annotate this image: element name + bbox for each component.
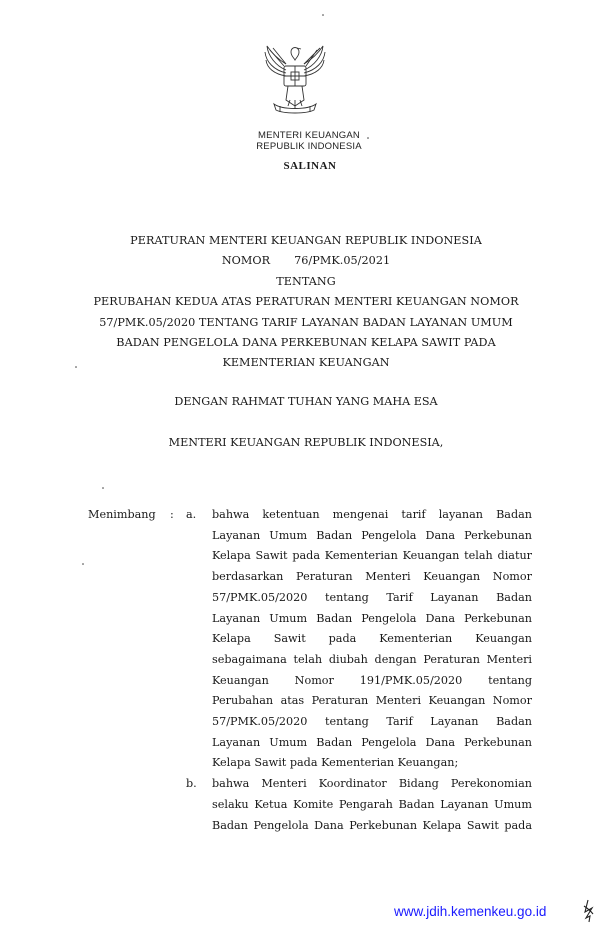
- nomor-value: 76/PMK.05/2021: [294, 254, 391, 268]
- scan-speck: [75, 366, 77, 368]
- subject-line: PERUBAHAN KEDUA ATAS PERATURAN MENTERI KEUANGAN NOMOR: [93, 295, 519, 309]
- republic-name: REPUBLIK INDONESIA: [256, 141, 362, 152]
- text-line: Kelapa Sawit pada Kementerian Keuangan telah diatur: [212, 549, 532, 563]
- scan-speck: [322, 14, 324, 16]
- ministry-letterhead: [0, 130, 612, 152]
- text-line: Perubahan atas Peraturan Menteri Keuangan Nomor: [212, 694, 532, 708]
- considerans-item-a: [88, 505, 532, 774]
- issuer-heading: MENTERI KEUANGAN REPUBLIK INDONESIA,: [168, 436, 444, 449]
- text-line: Kelapa Sawit pada Kementerian Keuangan;: [212, 756, 459, 770]
- text-line: selaku Ketua Komite Pengarah Badan Layanan Umum: [212, 797, 532, 811]
- subject-line: KEMENTERIAN KEUANGAN: [222, 356, 390, 370]
- nomor-label: NOMOR: [221, 254, 271, 268]
- text-line: Kelapa Sawit pada Kementerian Keuangan: [212, 632, 532, 646]
- text-line: Layanan Umum Badan Pengelola Dana Perkebunan: [212, 735, 532, 749]
- scan-speck: [367, 137, 369, 139]
- signature-icon: [580, 898, 596, 924]
- regulation-number: [0, 251, 612, 271]
- regulation-title: [0, 231, 612, 374]
- considerans-item-b: [88, 774, 532, 836]
- text-line: sebagaimana telah diubah dengan Peraturan Menteri: [212, 652, 532, 666]
- scan-speck: [82, 563, 84, 565]
- text-line: Layanan Umum Badan Pengelola Dana Perkebunan: [212, 611, 532, 625]
- text-line: Badan Pengelola Dana Perkebunan Kelapa Sawit pada: [212, 818, 532, 832]
- text-line: Layanan Umum Badan Pengelola Dana Perkebunan: [212, 528, 532, 542]
- ministry-name: MENTERI KEUANGAN: [258, 130, 360, 141]
- item-text: [212, 774, 532, 836]
- item-text: [212, 505, 532, 774]
- garuda-emblem-icon: [262, 40, 328, 124]
- scan-speck: [102, 487, 104, 489]
- tentang-label: TENTANG: [276, 274, 336, 288]
- item-letter: b.: [186, 777, 197, 791]
- subject-line: 57/PMK.05/2020 TENTANG TARIF LAYANAN BADAN LAYANAN UMUM: [99, 315, 513, 329]
- text-line: berdasarkan Peraturan Menteri Keuangan Nomor: [212, 570, 532, 584]
- menimbang-label: Menimbang: [88, 508, 156, 521]
- colon: :: [170, 508, 174, 521]
- menimbang-section: [88, 505, 532, 836]
- text-line: Keuangan Nomor 191/PMK.05/2020 tentang: [212, 673, 532, 687]
- invocation: DENGAN RAHMAT TUHAN YANG MAHA ESA: [174, 395, 438, 408]
- text-line: 57/PMK.05/2020 tentang Tarif Layanan Badan: [212, 715, 532, 729]
- text-line: 57/PMK.05/2020 tentang Tarif Layanan Badan: [212, 590, 532, 604]
- subject-line: BADAN PENGELOLA DANA PERKEBUNAN KELAPA SAWIT PADA: [116, 336, 496, 350]
- text-line: bahwa ketentuan mengenai tarif layanan Badan: [212, 508, 532, 521]
- item-letter: a.: [186, 508, 197, 521]
- text-line: bahwa Menteri Koordinator Bidang Perekonomian: [212, 777, 532, 791]
- copy-label: SALINAN: [283, 160, 337, 172]
- title-line: PERATURAN MENTERI KEUANGAN REPUBLIK INDONESIA: [130, 234, 482, 247]
- jdih-website-link[interactable]: www.jdih.kemenkeu.go.id: [394, 904, 547, 919]
